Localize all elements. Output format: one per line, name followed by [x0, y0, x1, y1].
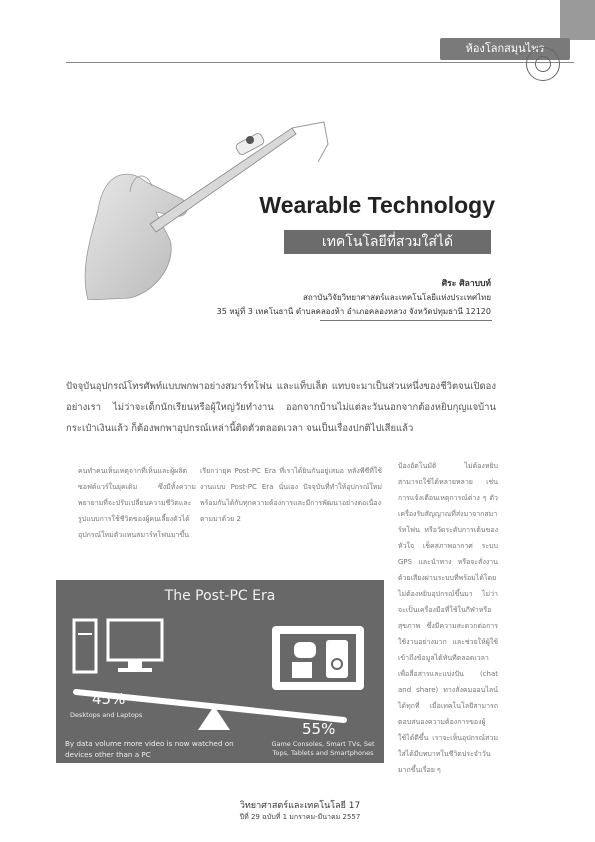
desktop-label: Desktops and Laptops [70, 711, 143, 719]
header-rule [66, 62, 574, 63]
devices-percentage: 55% [302, 720, 336, 738]
article-title: Wearable Technology [259, 192, 495, 218]
desktop-percentage: 45% [92, 690, 126, 708]
devices-icon [272, 626, 364, 690]
post-pc-infographic [56, 580, 384, 763]
infographic-caption: By data volume more video is now watched on devices other than a PC [65, 739, 234, 759]
author-rule [320, 320, 492, 321]
author-name: ศิระ ศิลาบบท์ [441, 279, 491, 289]
infographic-title: The Post-PC Era [164, 588, 276, 604]
author-address: 35 หมู่ที่ 3 เทคโนธานี ตำบลคลองห้า อำเภอคลองหลวง จังหวัดปทุมธานี 12120 [216, 307, 491, 316]
devices-label: Game Consoles, Smart TVs, Set Tops, Tablets and Smartphones [271, 740, 375, 757]
body-column-2: เรียกว่ายุค Post-PC Era ที่เราได้ยินกันอยู่เสมอ หลังพีซีที่ใช้งานแบบ Post-PC Era นั่นเอง ปัจจุบันที่ทำให้อุปกรณ์ใหม่พร้อมกันได้กับทุกความต้องการและมีการพัฒนาอย่างต่อเนื่อง ตามมาด้วย 2 [200, 467, 382, 523]
journal-issue: ปีที่ 29 ฉบับที่ 1 มกราคม-มีนาคม 2557 [239, 813, 361, 821]
section-tab: ห้องโลกสมุนไพร [440, 38, 570, 60]
corner-tab [560, 0, 595, 40]
author-affiliation: สถาบันวิจัยวิทยาศาสตร์และเทคโนโลยีแห่งประเทศไทย [303, 293, 491, 302]
desktop-computer-icon [74, 620, 162, 672]
target-icon [526, 47, 560, 81]
body-column-1: คนทำคนเห็นเหตุจากที่เห็นและผู้ผลิตซอฟต์แวร์ในยุคเดิม ซึ่งมีทั้งความพยายามที่จะปรับเปลี่ยนความชีวิตและรูปแบบการใช้ชีวิตของผู้คนเลี้ยงตัวได้ อุปกรณ์ใหม่ตัวแทนสมาร์ทโฟนมาขึ้น [78, 467, 196, 539]
intro-paragraph: ปัจจุบันอุปกรณ์โทรศัพท์แบบพกพาอย่างสมาร์ทโฟน และแท็บเล็ต แทบจะมาเป็นส่วนหนึ่งของชีวิตจนเปิดองอย่างเรา ไม่ว่าจะเด็กนักเรียนหรือผู้ใหญ่วัยทำงาน ออกจากบ้านไม่แต่ละวันนอกจากต้องหยิบกุญแจบ้าน กระเป๋าเงินแล้ว ก็ต้องพกพาอุปกรณ์เหล่านี้ติดตัวตลอดเวลา จนเป็นเรื่องปกติไปเสียแล้ว [66, 381, 496, 434]
article-subtitle: เทคโนโลยีที่สวมใส่ได้ [284, 230, 491, 254]
journal-name: วิทยาศาสตร์และเทคโนโลยี 17 [239, 801, 361, 811]
body-column-3: ป้องอัตโนมัติ ไม่ต้องหยิบ สามารถใช้ได้หลายหลาย เช่น การแจ้งเตือนเหตุการณ์ต่าง ๆ ตัวเครื่องรับสัญญาณที่ส่งมาจากสมาร์ทโฟน หรือวัดระดับการเต้นของหัวใจ เช็คสภาพอากาศ ระบบ GPS และนำทาง หรือจะสั่งงานด้วยเสียงผ่านระบบที่พร้อมได้โดยไม่ต้องหยิบอุปกรณ์ขึ้นมา ไม่ว่าจะเป็นเครื่องมือที่ใช้ในกีฬาหรือสุขภาพ ซึ่งมีความสะดวกต่อการใช้งานอย่างมาก และช่วยให้ผู้ใช้เข้าถึงข้อมูลได้ทันทีตลอดเวลา เพื่อสื่อสารและแบ่งปัน (chat and share) ทางสังคมออนไลน์ได้ทุกที่ เมื่อเทคโนโลยีสามารถตอบสนองความต้องการของผู้ใช้ได้ดีขึ้น เราจะเห็นอุปกรณ์สวมใส่ได้มีบทบาทในชีวิตประจำวันมากขึ้นเรื่อย ๆ [398, 462, 498, 774]
